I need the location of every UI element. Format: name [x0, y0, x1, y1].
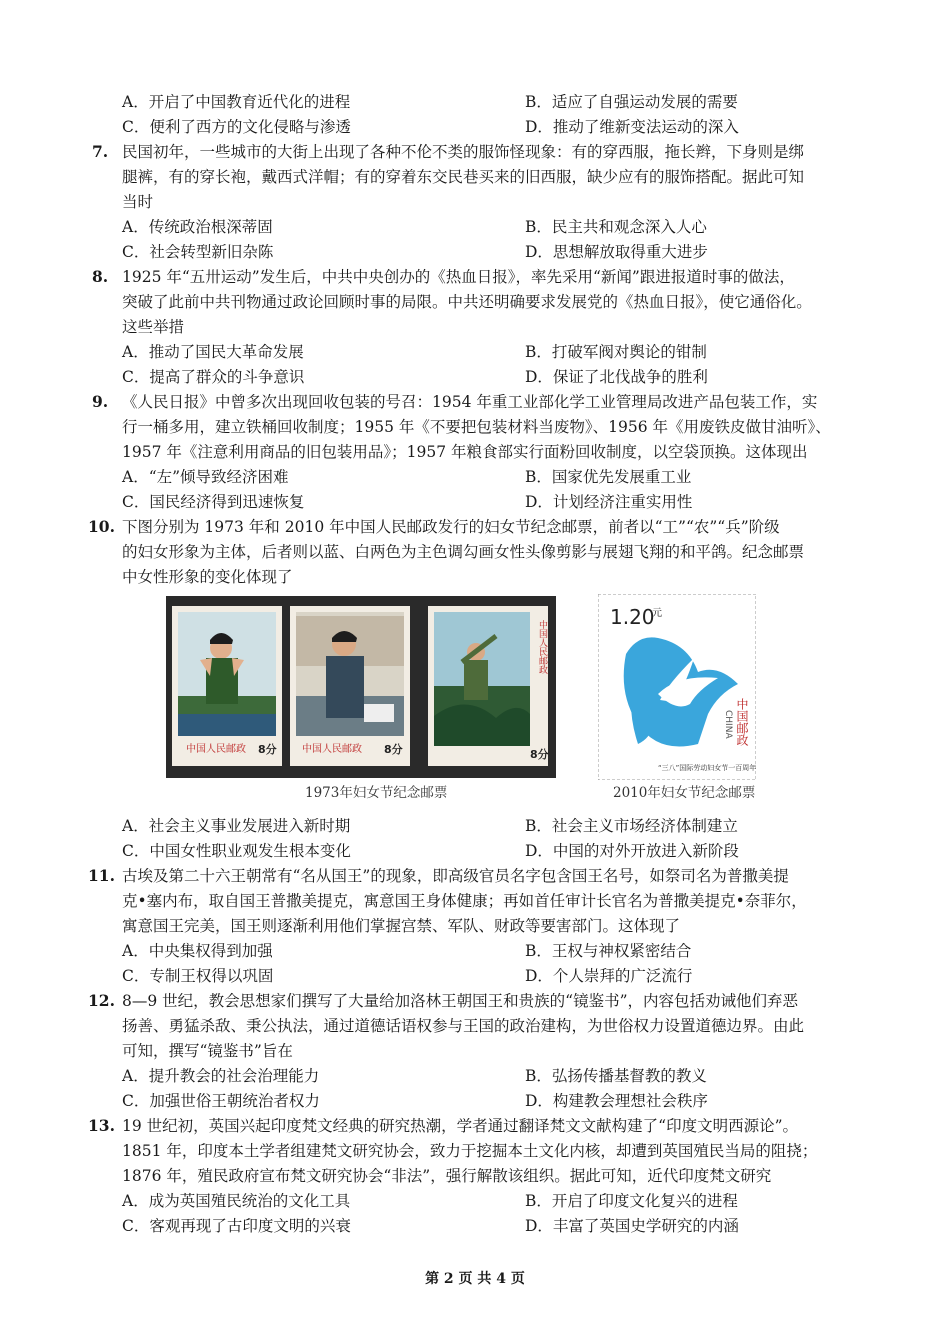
- q12-stem-line2: 扬善、勇猛杀敌、秉公执法，通过道德话语权参与王国的政治建构，为世俗权力设置道德边界。由此: [122, 1017, 805, 1035]
- q7-option-c: C．社会转型新旧杂陈: [122, 243, 274, 261]
- q13-option-d: D．丰富了英国史学研究的内涵: [525, 1217, 739, 1235]
- q8-stem-line1: 1925 年“五卅运动”发生后，中共中央创办的《热血日报》，率先采用“新闻”跟进报道时事的做法，: [122, 268, 795, 286]
- stamp2-denomination: 8分: [384, 743, 403, 756]
- q7-option-a: A．传统政治根深蒂固: [122, 218, 273, 236]
- q13-number: 13.: [88, 1116, 115, 1135]
- q12-number: 12.: [88, 991, 115, 1010]
- stamp-1973-worker: [172, 606, 282, 766]
- q6-option-b: B．适应了自强运动发展的需要: [525, 93, 738, 111]
- q11-option-b: B．王权与神权紧密结合: [525, 942, 692, 960]
- q6-option-a: A．开启了中国教育近代化的进程: [122, 93, 351, 111]
- q8-option-c: C．提高了群众的斗争意识: [122, 368, 305, 386]
- q7-number: 7.: [92, 142, 109, 161]
- q11-stem-line2: 克•塞内布，取自国王普撒美提克，寓意国王身体健康；再如首任审计长官名为普撒美提克•奈菲尔，: [122, 892, 807, 910]
- stamp2010-slogan: “三八”国际劳动妇女节一百周年: [658, 764, 756, 772]
- stamp2010-china: CHINA: [723, 710, 733, 739]
- q8-stem-line3: 这些举措: [122, 318, 185, 336]
- stamps-1973-image: [166, 596, 556, 778]
- q13-stem-line2: 1851 年，印度本土学者组建梵文研究协会，致力于挖掘本土文化内核，却遭到英国殖民当局的阻挠；: [122, 1142, 818, 1160]
- q12-stem-line3: 可知，撰写“镜鉴书”旨在: [122, 1042, 293, 1060]
- stamp2010-price: 1.20: [610, 605, 655, 629]
- q11-stem-line3: 寓意国王完美，国王则逐渐利用他们掌握宫禁、军队、财政等要害部门。这体现了: [122, 917, 681, 935]
- q8-stem-line2: 突破了此前中共刊物通过政论回顾时事的局限。中共还明确要求发展党的《热血日报》，使它通俗化。: [122, 293, 812, 311]
- q9-option-a: A．“左”倾导致经济困难: [122, 468, 289, 486]
- q12-option-c: C．加强世俗王朝统治者权力: [122, 1092, 320, 1110]
- stamp2-country: 中国人民邮政: [302, 744, 362, 755]
- q9-option-d: D．计划经济注重实用性: [525, 493, 693, 511]
- stamp3-denomination: 8分: [530, 748, 549, 761]
- q9-option-b: B．国家优先发展重工业: [525, 468, 692, 486]
- stamp-2010-image: [598, 594, 756, 780]
- q10-option-d: D．中国的对外开放进入新阶段: [525, 842, 739, 860]
- q13-option-a: A．成为英国殖民统治的文化工具: [122, 1192, 351, 1210]
- q10-stem-line3: 中女性形象的变化体现了: [122, 568, 293, 586]
- q12-option-a: A．提升教会的社会治理能力: [122, 1067, 320, 1085]
- q8-option-b: B．打破军阀对舆论的钳制: [525, 343, 707, 361]
- stamp1-country: 中国人民邮政: [186, 744, 246, 755]
- q9-stem-line3: 1957 年《注意利用商品的旧包装用品》；1957 年粮食部实行面粉回收制度，以空袋顶换。这体现出: [122, 443, 808, 461]
- q10-option-b: B．社会主义市场经济体制建立: [525, 817, 738, 835]
- stamp-1973-soldier: [428, 606, 549, 766]
- q7-stem-line2: 腿裤，有的穿长袍，戴西式洋帽；有的穿着东交民巷买来的旧西服，缺少应有的服饰搭配。据此可知: [122, 168, 805, 186]
- q13-option-c: C．客观再现了古印度文明的兴衰: [122, 1217, 351, 1235]
- q10-option-c: C．中国女性职业观发生根本变化: [122, 842, 351, 860]
- stamp2010-price-unit: 元: [652, 608, 662, 619]
- stamp1-denomination: 8分: [258, 743, 277, 756]
- q10-stem-line2: 的妇女形象为主体，后者则以蓝、白两色为主色调勾画女性头像剪影与展翅飞翔的和平鸽。纪念邮票: [122, 543, 805, 561]
- q13-stem-line1: 19 世纪初，英国兴起印度梵文经典的研究热潮，学者通过翻译梵文文献构建了“印度文明西源论”。: [122, 1117, 799, 1135]
- q6-option-c: C．便利了西方的文化侵略与渗透: [122, 118, 351, 136]
- q7-option-d: D．思想解放取得重大进步: [525, 243, 708, 261]
- caption-1973-stamps: 1973年妇女节纪念邮票: [305, 785, 448, 801]
- q10-number: 10.: [88, 517, 115, 536]
- stamp2010-post: 中国邮政: [735, 698, 749, 746]
- stamp-1973-peasant: [290, 606, 410, 766]
- q11-option-a: A．中央集权得到加强: [122, 942, 273, 960]
- q11-stem-line1: 古埃及第二十六王朝常有“名从国王”的现象，即高级官员名字包含国王名号，如祭司名为普撒美提: [122, 867, 789, 885]
- q12-option-d: D．构建教会理想社会秩序: [525, 1092, 708, 1110]
- q8-option-a: A．推动了国民大革命发展: [122, 343, 304, 361]
- q12-stem-line1: 8—9 世纪，教会思想家们撰写了大量给加洛林王朝国王和贵族的“镜鉴书”，内容包括劝诫他们弃恶: [122, 992, 799, 1010]
- q10-option-a: A．社会主义事业发展进入新时期: [122, 817, 351, 835]
- q9-number: 9.: [92, 392, 109, 411]
- q12-option-b: B．弘扬传播基督教的教义: [525, 1067, 707, 1085]
- q7-stem-line3: 当时: [122, 193, 154, 211]
- q11-option-c: C．专制王权得以巩固: [122, 967, 274, 985]
- q7-stem-line1: 民国初年，一些城市的大街上出现了各种不伦不类的服饰怪现象：有的穿西服，拖长辫，下身则是绑: [122, 143, 805, 161]
- q10-stem-line1: 下图分别为 1973 年和 2010 年中国人民邮政发行的妇女节纪念邮票，前者以“工”“农”“兵”阶级: [122, 518, 780, 536]
- q13-option-b: B．开启了印度文化复兴的进程: [525, 1192, 738, 1210]
- caption-2010-stamp: 2010年妇女节纪念邮票: [613, 785, 756, 801]
- q8-option-d: D．保证了北伐战争的胜利: [525, 368, 708, 386]
- q13-stem-line3: 1876 年，殖民政府宣布梵文研究协会“非法”，强行解散该组织。据此可知，近代印度梵文研究: [122, 1167, 772, 1185]
- q11-option-d: D．个人崇拜的广泛流行: [525, 967, 693, 985]
- stamp3-country: 中国人民邮政: [537, 620, 547, 674]
- q6-option-d: D．推动了维新变法运动的深入: [525, 118, 739, 136]
- q9-stem-line1: 《人民日报》中曾多次出现回收包装的号召：1954 年重工业部化学工业管理局改进产品包装工作，实: [122, 393, 818, 411]
- q11-number: 11.: [88, 866, 115, 885]
- page-number-footer: 第 2 页 共 4 页: [425, 1271, 525, 1287]
- q9-stem-line2: 行一桶多用，建立铁桶回收制度；1955 年《不要把包装材料当废物》、1956 年《用废铁皮做甘油听》、: [122, 418, 831, 436]
- q8-number: 8.: [92, 267, 109, 286]
- q7-option-b: B．民主共和观念深入人心: [525, 218, 707, 236]
- q9-option-c: C．国民经济得到迅速恢复: [122, 493, 305, 511]
